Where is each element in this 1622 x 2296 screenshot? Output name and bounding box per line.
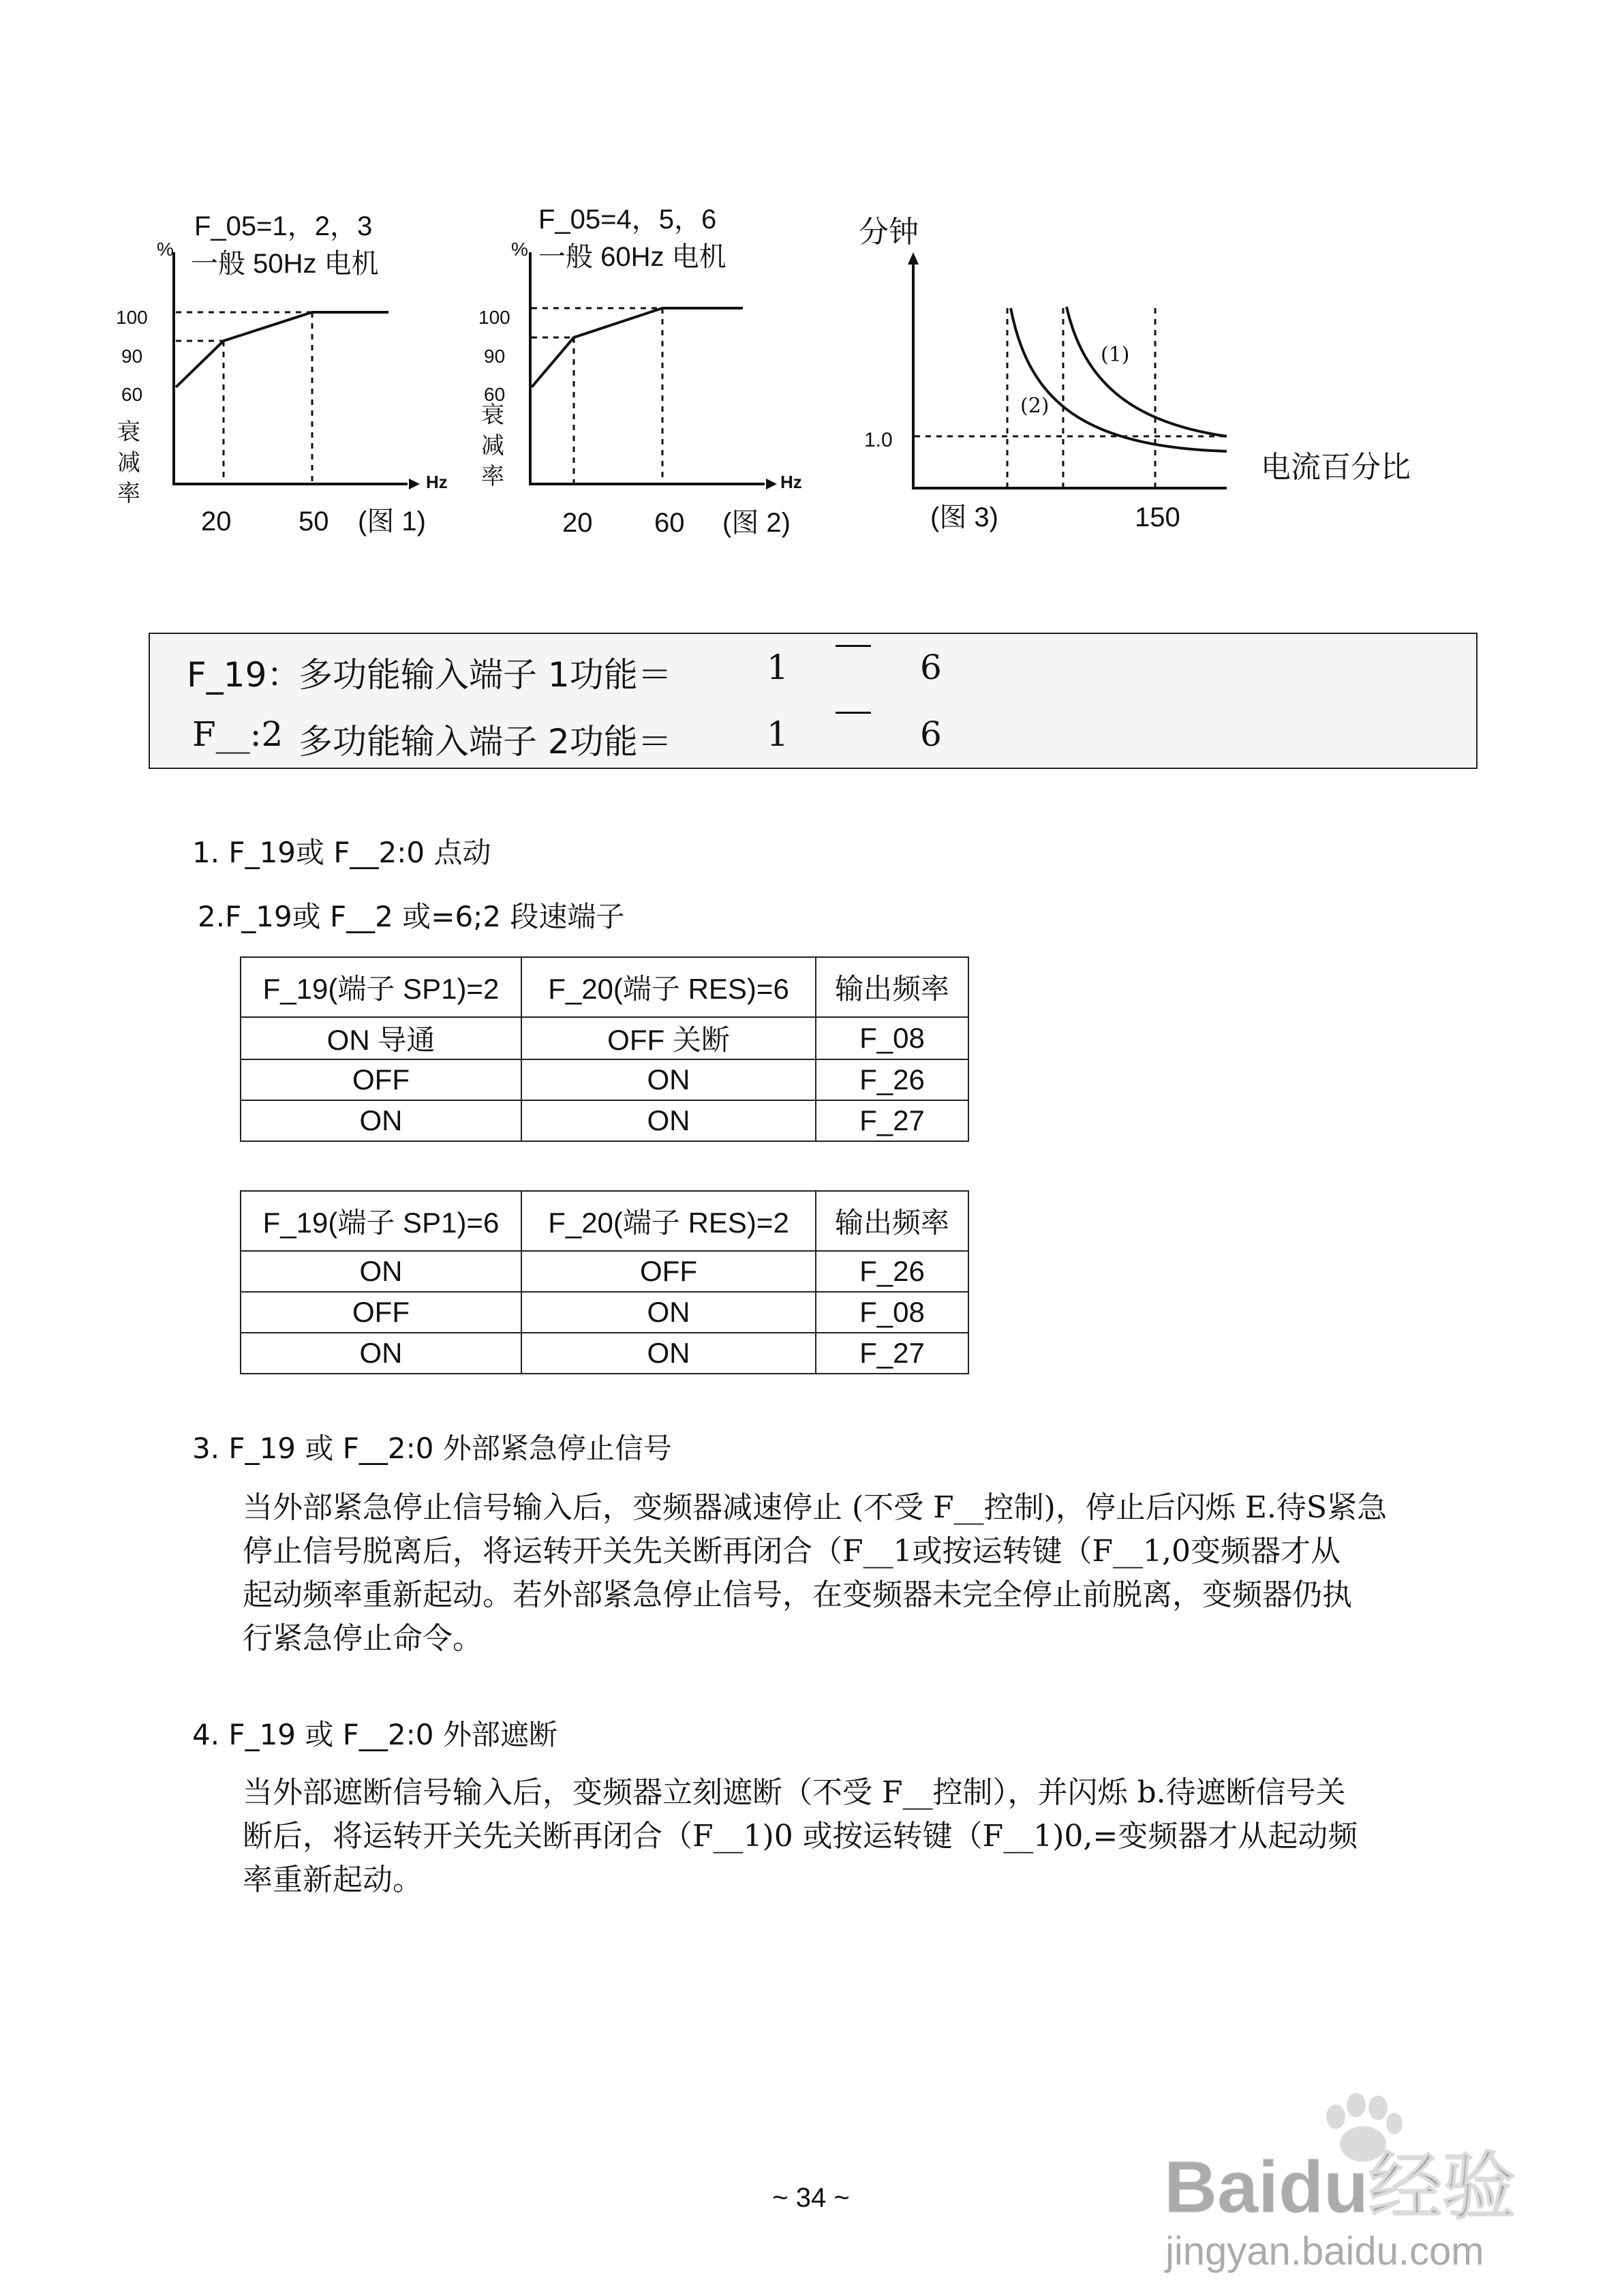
table-header-cell: F_19(端子 SP1)=2 xyxy=(241,957,521,1017)
table-header-cell: F_20(端子 RES)=6 xyxy=(521,957,816,1017)
fig3-xtick-150: 150 xyxy=(1135,502,1180,532)
fig1-header-line1: F_05=1，2，3 xyxy=(194,211,373,241)
table-row xyxy=(241,1017,968,1059)
table-cell: OFF 关断 xyxy=(521,1017,816,1059)
figure-3 xyxy=(845,198,1458,552)
fig3-curve-label-2: (2) xyxy=(1020,394,1050,418)
function-line-2-low: 1 xyxy=(767,714,789,754)
table-header-row xyxy=(241,957,968,1017)
table-cell: F_08 xyxy=(816,1292,968,1333)
fig2-ytick-60: 60 xyxy=(484,384,506,405)
function-line-1-desc: 多功能输入端子 1功能＝ xyxy=(299,655,672,695)
function-line-1-high: 6 xyxy=(920,648,942,687)
fig2-ytick-90: 90 xyxy=(484,346,506,367)
fig1-caption: (图 1) xyxy=(358,507,426,537)
table-header-cell: 输出频率 xyxy=(816,957,968,1017)
fig1-ylabel-char-2: 减 xyxy=(117,449,140,477)
fig1-xtick-50: 50 xyxy=(299,507,329,537)
table-cell: ON xyxy=(241,1100,521,1141)
fig2-xtick-20: 20 xyxy=(562,508,593,538)
section-3-paragraph xyxy=(243,1486,1483,1661)
item-1-jog: 1. F_19或 F__2:0 点动 xyxy=(192,836,491,869)
table-cell: F_27 xyxy=(816,1100,968,1141)
section-3-line: 行紧急停止命令。 xyxy=(243,1621,483,1656)
function-line-1-code: F_19： xyxy=(187,655,301,695)
table-cell: F_26 xyxy=(816,1059,968,1100)
table-cell: ON xyxy=(521,1333,816,1374)
table-cell: F_27 xyxy=(816,1333,968,1374)
function-line-2-desc: 多功能输入端子 2功能＝ xyxy=(299,722,672,761)
fig2-xtick-60: 60 xyxy=(654,508,685,538)
function-line-2-high: 6 xyxy=(920,714,942,754)
watermark-url: jingyan.baidu.com xyxy=(1165,2229,1484,2274)
section-3-line: 当外部紧急停止信号输入后，变频器减速停止 (不受 F__控制)，停止后闪烁 E.待S紧急 xyxy=(243,1490,1388,1525)
section-4-line: 断后，将运转开关先关断再闭合（F__1)0 或按运转键（F__1)0,=变频器才从起动频 xyxy=(243,1819,1358,1854)
fig3-y-title: 分钟 xyxy=(859,215,919,249)
fig1-ylabel-char-3: 率 xyxy=(117,480,140,507)
table-row xyxy=(241,1251,968,1292)
table-cell: ON xyxy=(521,1100,816,1141)
speed-table-2 xyxy=(240,1190,969,1374)
table-cell: ON xyxy=(521,1292,816,1333)
fig2-x-arrow xyxy=(766,479,777,489)
section-3-line: 起动频率重新起动。若外部紧急停止信号，在变频器未完全停止前脱离，变频器仍执 xyxy=(243,1577,1352,1612)
baidu-jingyan-watermark xyxy=(1159,2072,1567,2277)
fig1-x-arrow xyxy=(409,479,420,489)
table-row xyxy=(241,1333,968,1374)
figure-2 xyxy=(470,198,852,552)
fig2-x-unit: Hz xyxy=(780,472,802,492)
function-line-2-code: F__:2 xyxy=(192,714,284,754)
table-header-row xyxy=(241,1191,968,1251)
function-line-2-range-dash xyxy=(836,712,871,714)
fig3-x-title: 电流百分比 xyxy=(1261,451,1411,484)
fig1-ytick-60: 60 xyxy=(121,384,143,405)
fig2-ytick-100: 100 xyxy=(478,307,510,328)
fig1-xtick-20: 20 xyxy=(201,507,232,537)
fig1-x-unit: Hz xyxy=(426,472,448,492)
table-header-cell: F_20(端子 RES)=2 xyxy=(521,1191,816,1251)
table-cell: ON 导通 xyxy=(241,1017,521,1059)
fig3-caption: (图 3) xyxy=(930,502,998,532)
item-2-two-speed: 2.F_19或 F__2 或=6;2 段速端子 xyxy=(198,900,625,933)
section-4-heading: 4. F_19 或 F__2:0 外部遮断 xyxy=(192,1718,557,1751)
function-line-1-range-dash xyxy=(836,645,871,647)
fig2-ylabel-char-2: 减 xyxy=(481,432,504,459)
fig1-y-unit: % xyxy=(157,239,174,260)
fig2-ylabel-char-3: 率 xyxy=(481,463,504,490)
fig2-caption: (图 2) xyxy=(722,508,791,538)
table-cell: OFF xyxy=(521,1251,816,1292)
table-cell: ON xyxy=(241,1251,521,1292)
table-cell: OFF xyxy=(241,1292,521,1333)
section-3-line: 停止信号脱离后，将运转开关先关断再闭合（F__1或按运转键（F__1,0变频器才从 xyxy=(243,1534,1341,1569)
fig2-header-line2: 一般 60Hz 电机 xyxy=(538,242,726,272)
section-4-line: 当外部遮断信号输入后，变频器立刻遮断（不受 F__控制），并闪烁 b.待遮断信号关 xyxy=(243,1775,1346,1810)
fig1-ytick-90: 90 xyxy=(121,346,143,367)
page-number: ~ 34 ~ xyxy=(772,2183,850,2213)
table-header-cell: 输出频率 xyxy=(816,1191,968,1251)
fig1-curve xyxy=(176,312,388,387)
fig3-curve-1 xyxy=(1067,307,1227,436)
function-line-1 xyxy=(150,648,1476,695)
function-box xyxy=(149,633,1478,769)
section-3-heading: 3. F_19 或 F__2:0 外部紧急停止信号 xyxy=(192,1432,672,1465)
table-row xyxy=(241,1059,968,1100)
table-cell: OFF xyxy=(241,1059,521,1100)
table-row xyxy=(241,1292,968,1333)
fig3-ytick-1: 1.0 xyxy=(864,429,893,451)
watermark-brand: Baidu经验 xyxy=(1164,2145,1516,2228)
table-cell: ON xyxy=(521,1059,816,1100)
fig2-curve xyxy=(532,308,743,387)
section-4-paragraph xyxy=(243,1771,1483,1902)
speed-table-1 xyxy=(240,956,969,1142)
fig2-ylabel-char-1: 衰 xyxy=(481,402,504,429)
fig1-ylabel-char-1: 衰 xyxy=(117,419,140,446)
section-4-line: 率重新起动。 xyxy=(243,1862,423,1897)
table-header-cell: F_19(端子 SP1)=6 xyxy=(241,1191,521,1251)
table-cell: F_08 xyxy=(816,1017,968,1059)
figure-1 xyxy=(109,198,491,552)
fig1-ytick-100: 100 xyxy=(116,307,148,328)
table-cell: ON xyxy=(241,1333,521,1374)
table-row xyxy=(241,1100,968,1141)
fig3-y-arrow xyxy=(908,252,919,265)
fig3-curve-label-1: (1) xyxy=(1101,343,1130,367)
fig2-header-line1: F_05=4，5，6 xyxy=(538,205,717,235)
fig1-header-line2: 一般 50Hz 电机 xyxy=(191,249,379,279)
fig2-y-unit: % xyxy=(511,239,528,260)
function-line-2 xyxy=(150,714,1476,762)
table-cell: F_26 xyxy=(816,1251,968,1292)
function-line-1-low: 1 xyxy=(767,648,789,687)
